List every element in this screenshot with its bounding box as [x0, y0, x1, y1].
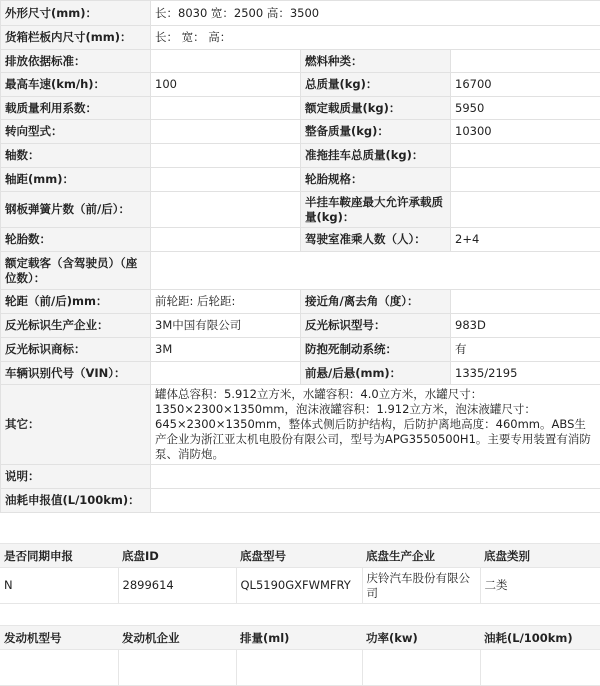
column-header: 底盘类别	[480, 544, 600, 568]
column-header: 排量(ml)	[236, 626, 362, 650]
spec-value: 长： 宽： 高：	[151, 26, 600, 50]
spec-label: 额定载客（含驾驶员）（座位数）：	[1, 252, 151, 290]
spec-value: 罐体总容积：5.912立方米，水罐容积：4.0立方米，水罐尺寸：1350×2300×1350mm，泡沫液罐容积：1.912立方米，泡沫液罐尺寸：645×2300×1350mm，整体式侧后防护结构，后防护离地高度：460mm。ABS生产企业为浙江亚太机电股份有限公司，型号为APG3550500H1。主要专用装置有消防泵、消防炮。	[151, 385, 600, 465]
spec-label: 总质量(kg)：	[301, 73, 451, 97]
spec-value: 1335/2195	[451, 362, 600, 385]
spec-label: 驾驶室准乘人数（人）：	[301, 228, 451, 252]
spec-value	[451, 144, 600, 168]
table-cell: 庆铃汽车股份有限公司	[362, 568, 480, 604]
table-cell: 2899614	[118, 568, 236, 604]
column-header: 油耗(L/100km)	[480, 626, 600, 650]
spec-value	[451, 290, 600, 314]
spec-label: 其它：	[1, 385, 151, 465]
spec-row	[1, 97, 600, 120]
spec-label: 防抱死制动系统：	[301, 338, 451, 362]
spec-row	[1, 489, 600, 513]
spec-label: 额定载质量(kg)：	[301, 97, 451, 120]
table-cell	[480, 650, 600, 686]
spec-row	[1, 338, 600, 362]
spec-row	[1, 120, 600, 144]
column-header: 是否同期申报	[0, 544, 118, 568]
spec-value	[451, 50, 600, 73]
chassis-table-header	[0, 544, 600, 568]
spec-value	[151, 465, 600, 489]
spec-value	[151, 362, 301, 385]
spec-label: 轴距(mm)：	[1, 168, 151, 192]
spec-row	[1, 252, 600, 290]
spec-row	[1, 144, 600, 168]
spec-row	[1, 1, 600, 26]
spec-value	[151, 489, 600, 513]
spec-label: 轮胎数：	[1, 228, 151, 252]
spec-row	[1, 73, 600, 97]
column-header: 功率(kw)	[362, 626, 480, 650]
spec-row	[1, 314, 600, 338]
spec-row	[1, 50, 600, 73]
spec-label: 前悬/后悬(mm)：	[301, 362, 451, 385]
spec-label: 排放依据标准：	[1, 50, 151, 73]
spec-value: 10300	[451, 120, 600, 144]
spec-table-body	[1, 1, 600, 513]
spec-value: 长：8030 宽：2500 高：3500	[151, 1, 600, 26]
spec-label: 油耗申报值(L/100km)：	[1, 489, 151, 513]
engine-table-body	[0, 650, 600, 686]
spec-label: 反光标识商标：	[1, 338, 151, 362]
chassis-table-body	[0, 568, 600, 604]
spec-label: 车辆识别代号（VIN）：	[1, 362, 151, 385]
spec-value	[151, 228, 301, 252]
spec-value: 前轮距: 后轮距:	[151, 290, 301, 314]
table-row	[0, 568, 600, 604]
spec-label: 载质量利用系数：	[1, 97, 151, 120]
spec-label: 燃料种类：	[301, 50, 451, 73]
spec-value: 3M	[151, 338, 301, 362]
spec-value	[151, 168, 301, 192]
table-cell: 二类	[480, 568, 600, 604]
spec-row	[1, 192, 600, 228]
table-row	[0, 650, 600, 686]
spec-value: 5950	[451, 97, 600, 120]
column-header: 底盘ID	[118, 544, 236, 568]
spec-row	[1, 465, 600, 489]
engine-table	[0, 625, 600, 686]
table-cell	[118, 650, 236, 686]
column-header: 发动机企业	[118, 626, 236, 650]
spec-row	[1, 362, 600, 385]
spec-value	[451, 168, 600, 192]
spec-label: 轮胎规格：	[301, 168, 451, 192]
table-cell: N	[0, 568, 118, 604]
spec-row	[1, 385, 600, 465]
spec-label: 整备质量(kg)：	[301, 120, 451, 144]
spec-value: 100	[151, 73, 301, 97]
spec-row	[1, 290, 600, 314]
engine-table-header	[0, 626, 600, 650]
spec-label: 货箱栏板内尺寸(mm)：	[1, 26, 151, 50]
spec-row	[1, 26, 600, 50]
spec-label: 转向型式：	[1, 120, 151, 144]
spec-value	[151, 50, 301, 73]
column-header: 底盘型号	[236, 544, 362, 568]
spec-value	[151, 252, 600, 290]
spec-value	[451, 192, 600, 228]
spec-label: 反光标识生产企业：	[1, 314, 151, 338]
spec-label: 钢板弹簧片数（前/后）：	[1, 192, 151, 228]
spec-label: 轮距（前/后)mm：	[1, 290, 151, 314]
column-header: 发动机型号	[0, 626, 118, 650]
spec-row	[1, 228, 600, 252]
spec-value: 有	[451, 338, 600, 362]
spec-value	[151, 97, 301, 120]
spec-value: 983D	[451, 314, 600, 338]
spec-value: 2+4	[451, 228, 600, 252]
table-cell	[0, 650, 118, 686]
column-header: 底盘生产企业	[362, 544, 480, 568]
spec-label: 说明：	[1, 465, 151, 489]
spec-value: 3M中国有限公司	[151, 314, 301, 338]
spec-label: 准拖挂车总质量(kg)：	[301, 144, 451, 168]
table-cell: QL5190GXFWMFRY	[236, 568, 362, 604]
spec-value	[151, 120, 301, 144]
spec-row	[1, 168, 600, 192]
spec-value	[151, 144, 301, 168]
spec-value	[151, 192, 301, 228]
spec-label: 轴数：	[1, 144, 151, 168]
spec-label: 半挂车鞍座最大允许承载质量(kg)：	[301, 192, 451, 228]
table-cell	[362, 650, 480, 686]
spec-label: 外形尺寸(mm)：	[1, 1, 151, 26]
spec-value: 16700	[451, 73, 600, 97]
spec-label: 接近角/离去角（度）：	[301, 290, 451, 314]
table-cell	[236, 650, 362, 686]
spec-label: 反光标识型号：	[301, 314, 451, 338]
chassis-table	[0, 543, 600, 604]
spec-label: 最高车速(km/h)：	[1, 73, 151, 97]
